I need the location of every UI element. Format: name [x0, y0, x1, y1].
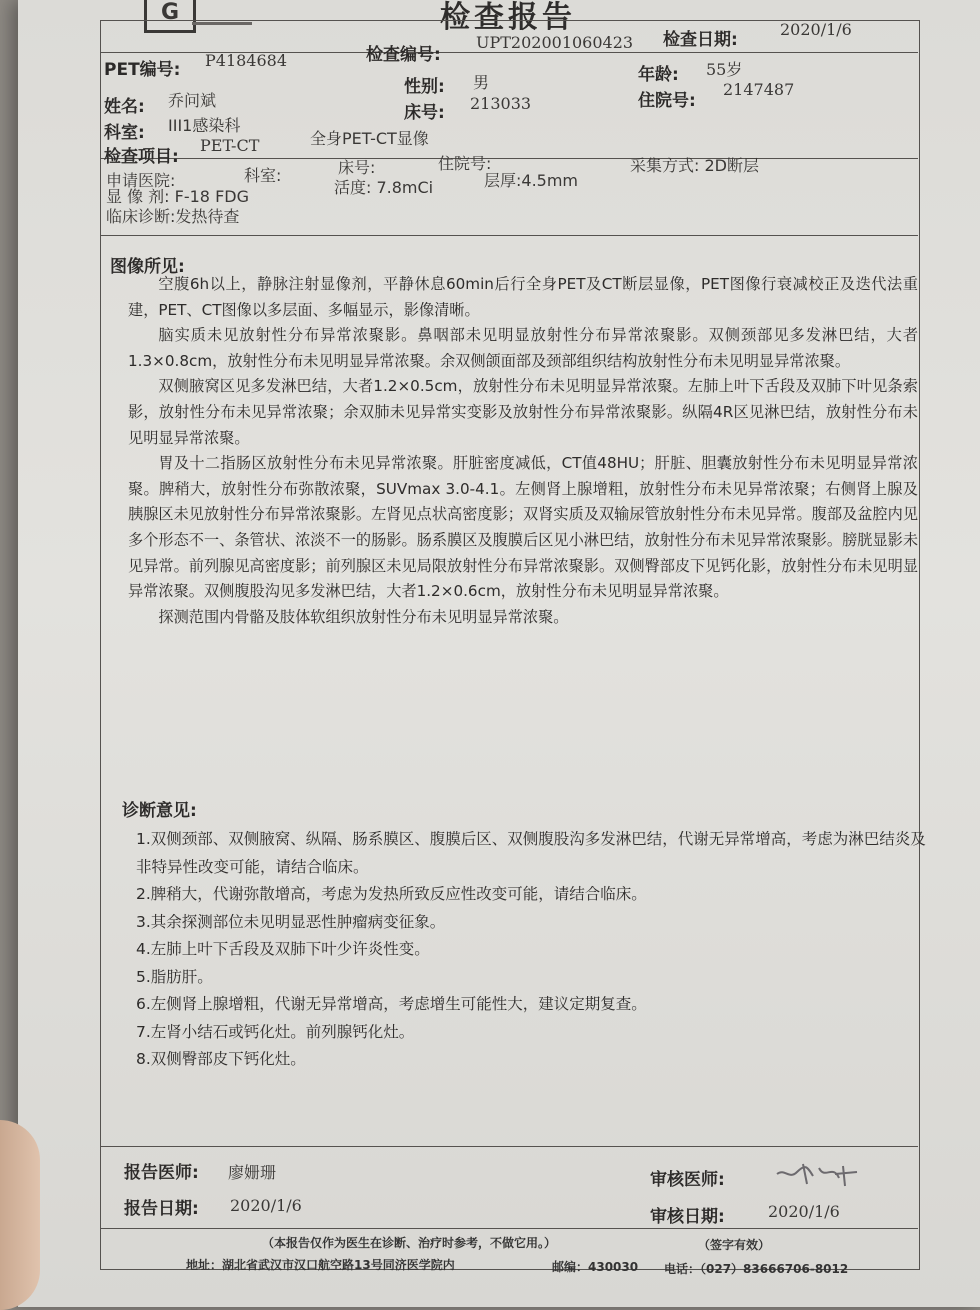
bed-label: 床号: [404, 103, 445, 123]
request-divider [100, 235, 918, 236]
dept-label: 科室: [104, 123, 145, 143]
activity-value: 活度: 7.8mCi [334, 178, 434, 197]
report-doctor-value: 廖姗珊 [228, 1163, 277, 1182]
admission-value: 2147487 [723, 80, 795, 99]
footer-sign-valid: （签字有效） [698, 1238, 771, 1252]
request-admission: 住院号: [438, 154, 492, 173]
findings-paragraph: 探测范围内骨骼及肢体软组织放射性分布未见明显异常浓聚。 [158, 607, 569, 626]
report-sheet [18, 0, 980, 1307]
exam-item-desc: 全身PET-CT显像 [310, 129, 429, 148]
footer-divider [100, 1228, 918, 1229]
findings-body [128, 272, 918, 630]
diagnosis-item: 7.左肾小结石或钙化灶。前列腺钙化灶。 [136, 1022, 415, 1041]
diagnosis-item: 1.双侧颈部、双侧腋窝、纵隔、肠系膜区、腹膜后区、双侧腹股沟多发淋巴结，代谢无异常增高，考虑为淋巴结炎及非特异性改变可能，请结合临床。 [136, 830, 926, 876]
diagnosis-item: 4.左肺上叶下舌段及双肺下叶少许炎性变。 [136, 940, 430, 958]
exam-item-value: PET-CT [200, 136, 260, 155]
report-date-label: 报告日期: [124, 1199, 199, 1219]
imaging-agent: 显 像 剂: F-18 FDG [106, 187, 249, 206]
clinical-diagnosis: 临床诊断:发热待查 [106, 207, 240, 226]
exam-number-label: 检查编号: [366, 45, 441, 65]
thumb-overlay [0, 1120, 40, 1310]
signature-divider [100, 1146, 918, 1147]
slice-thickness: 层厚:4.5mm [484, 171, 579, 190]
footer-phone: 电话：（027）83666706-8012 [664, 1262, 849, 1276]
findings-paragraph: 胃及十二指肠区放射性分布未见异常浓聚。肝脏密度减低，CT值48HU；肝脏、胆囊放射性分布未见明显异常浓聚。脾稍大，放射性分布弥散浓聚，SUVmax 3.0-4.1。左侧肾上腺增粗，放射性分布未见异常浓聚；右侧肾上腺及胰腺区未见放射性分布异常浓聚影。左肾见点状高密度影；双肾实质及双输尿管放射性分布未见异常。腹部及盆腔内见多个形态不一、条管状、浓淡不一的肠影。肠系膜区及腹膜后区见小淋巴结，放射性分布未见异常浓聚影。膀胱显影未见异常。前列腺见高密度影；前列腺区未见局限放射性分布异常浓聚影。双侧臀部皮下见钙化影，放射性分布未见明显异常浓聚。双侧腹股沟见多发淋巴结，大者1.2×0.6cm，放射性分布未见明显异常浓聚。 [128, 454, 918, 601]
diagnosis-item: 6.左侧肾上腺增粗，代谢无异常增高，考虑增生可能性大，建议定期复查。 [136, 995, 647, 1013]
name-value: 乔问斌 [168, 91, 217, 110]
pet-number-value: P4184684 [205, 51, 288, 70]
diagnosis-item: 8.双侧臀部皮下钙化灶。 [136, 1050, 306, 1068]
diagnosis-item: 5.脂肪肝。 [136, 967, 213, 986]
logo-mark: G [144, 0, 196, 33]
pet-number-label: PET编号: [104, 60, 181, 80]
name-label: 姓名: [104, 97, 145, 117]
age-value: 55岁 [706, 60, 743, 79]
request-bed: 床号: [338, 158, 376, 177]
exam-number-value: UPT202001060423 [476, 33, 634, 52]
request-dept: 科室: [244, 166, 282, 185]
diagnosis-item: 2.脾稍大，代谢弥散增高，考虑为发热所致反应性改变可能，请结合临床。 [136, 885, 647, 903]
exam-date-label: 检查日期: [663, 30, 738, 50]
report-title: 检查报告 [440, 0, 576, 35]
exam-item-label: 检查项目: [104, 147, 179, 167]
findings-paragraph: 脑实质未见放射性分布异常浓聚影。鼻咽部未见明显放射性分布异常浓聚影。双侧颈部见多发淋巴结，大者1.3×0.8cm，放射性分布未见明显异常浓聚。余双侧颌面部及颈部组织结构放射性分布未见明显异常浓聚。 [128, 326, 918, 370]
footer-disclaimer: （本报告仅作为医生在诊断、治疗时参考，不做它用。） [262, 1236, 557, 1250]
dept-value: III1感染科 [168, 116, 241, 135]
age-label: 年龄: [638, 65, 679, 85]
review-doctor-signature [773, 1158, 863, 1194]
review-doctor-label: 审核医师: [650, 1170, 725, 1190]
admission-label: 住院号: [638, 91, 696, 111]
diagnosis-list [136, 826, 926, 1074]
report-date-value: 2020/1/6 [230, 1196, 302, 1215]
findings-title: 图像所见: [110, 257, 185, 277]
report-doctor-label: 报告医师: [124, 1163, 199, 1183]
review-date-label: 审核日期: [650, 1207, 725, 1227]
info-divider [100, 158, 918, 159]
acquisition-method: 采集方式: 2D断层 [630, 156, 759, 175]
diagnosis-item: 3.其余探测部位未见明显恶性肿瘤病变征象。 [136, 912, 446, 931]
bed-value: 213033 [470, 94, 532, 113]
diagnosis-title: 诊断意见: [122, 801, 197, 821]
review-date-value: 2020/1/6 [768, 1202, 840, 1221]
findings-paragraph: 双侧腋窝区见多发淋巴结，大者1.2×0.5cm，放射性分布未见明显异常浓聚。左肺上叶下舌段及双肺下叶见条索影，放射性分布未见异常浓聚；余双肺未见异常实变影及放射性分布异常浓聚影。纵隔4R区见淋巴结，放射性分布未见明显异常浓聚。 [128, 377, 918, 447]
footer-address: 地址：湖北省武汉市汉口航空路13号同济医学院内 [186, 1258, 455, 1272]
findings-paragraph: 空腹6h以上，静脉注射显像剂，平静休息60min后行全身PET及CT断层显像，PET图像行衰减校正及迭代法重建，PET、CT图像以多层面、多幅显示，影像清晰。 [128, 275, 918, 319]
sex-label: 性别: [404, 77, 445, 97]
request-hospital: 申请医院: [106, 171, 176, 190]
sex-value: 男 [473, 73, 490, 92]
footer-postcode: 邮编：430030 [552, 1260, 639, 1274]
exam-date-value: 2020/1/6 [780, 20, 852, 39]
